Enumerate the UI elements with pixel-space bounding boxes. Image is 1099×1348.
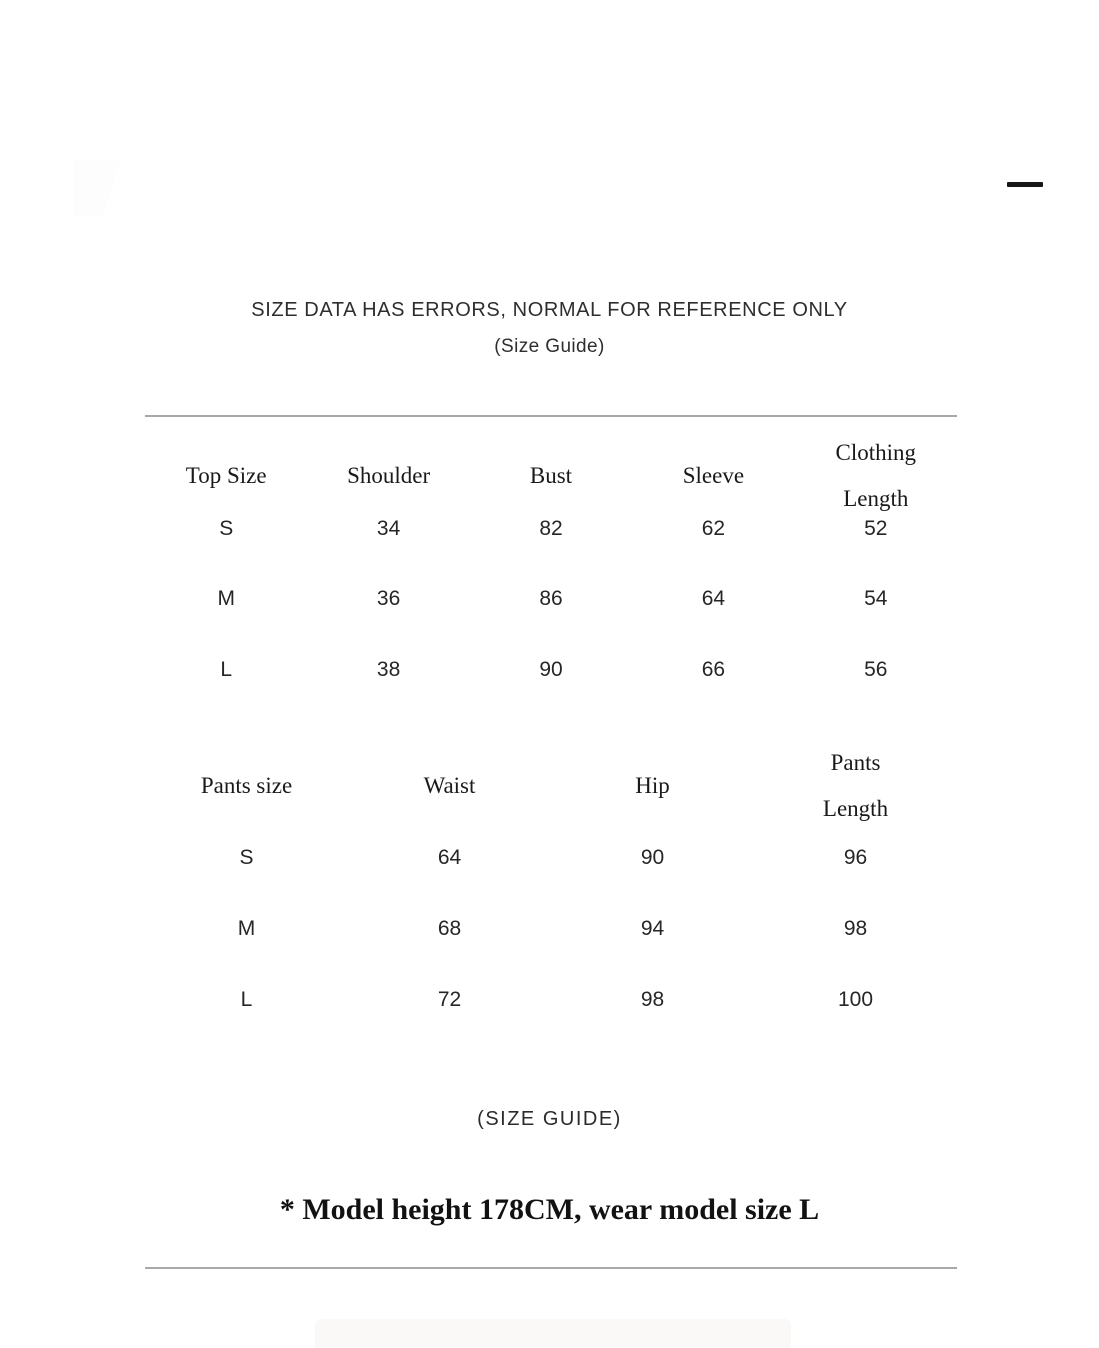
sleeve-cell: 66 — [701, 658, 726, 681]
bust-cell: 90 — [539, 658, 563, 681]
pants-length-cell: 98 — [843, 917, 868, 940]
table-row — [145, 656, 957, 684]
minimize-dash-icon[interactable] — [1007, 182, 1043, 187]
size-cell: M — [217, 587, 235, 610]
pants-column-header — [754, 740, 957, 832]
table-row — [145, 515, 957, 543]
pants-length-cell: 100 — [837, 988, 874, 1011]
pants-column-header — [348, 740, 551, 832]
bust-cell: 82 — [539, 517, 563, 540]
bust-cell: 86 — [539, 587, 563, 610]
clothing-length-cell: 56 — [864, 658, 888, 681]
faint-artifact-shape — [73, 160, 121, 216]
size-cell: L — [220, 658, 233, 681]
tops-col-top-size: Top Size — [185, 463, 267, 488]
disclaimer-text: SIZE DATA HAS ERRORS, NORMAL FOR REFERENCE ONLY — [251, 299, 848, 321]
pants-col-waist: Waist — [423, 773, 476, 798]
shoulder-cell: 34 — [376, 517, 401, 540]
tops-col-clothing-length: Clothing Length — [835, 440, 917, 511]
table-row — [145, 915, 957, 943]
tops-col-sleeve: Sleeve — [682, 463, 745, 488]
divider-line-top — [145, 415, 957, 417]
table-row — [145, 585, 957, 613]
waist-cell: 64 — [437, 846, 462, 869]
size-guide-subtitle: (Size Guide) — [494, 336, 605, 357]
size-cell: S — [219, 517, 234, 540]
waist-cell: 68 — [437, 917, 462, 940]
tops-table-header — [145, 430, 957, 520]
clothing-length-cell: 52 — [864, 517, 888, 540]
tops-column-header — [795, 430, 957, 522]
table-row — [145, 844, 957, 872]
hip-cell: 94 — [640, 917, 665, 940]
pants-col-pants-size: Pants size — [200, 773, 293, 798]
shoulder-cell: 38 — [376, 658, 401, 681]
clothing-length-cell: 54 — [864, 587, 888, 610]
tops-column-header — [145, 430, 307, 522]
pants-length-cell: 96 — [843, 846, 868, 869]
size-cell: M — [237, 917, 256, 940]
table-row — [145, 986, 957, 1014]
hip-cell: 90 — [640, 846, 665, 869]
hip-cell: 98 — [640, 988, 665, 1011]
shoulder-cell: 36 — [376, 587, 401, 610]
size-cell: S — [239, 846, 254, 869]
model-height-note: * Model height 178CM, wear model size L — [279, 1193, 820, 1226]
pants-column-header — [145, 740, 348, 832]
pants-col-pants-length: Pants Length — [822, 750, 889, 821]
divider-line-bottom — [145, 1267, 957, 1269]
tops-column-header — [307, 430, 469, 522]
tops-column-header — [632, 430, 794, 522]
tops-col-bust: Bust — [529, 463, 573, 488]
tops-col-shoulder: Shoulder — [347, 463, 431, 488]
pants-col-hip: Hip — [635, 773, 670, 798]
waist-cell: 72 — [437, 988, 462, 1011]
sleeve-cell: 62 — [701, 517, 726, 540]
size-cell: L — [240, 988, 253, 1011]
tops-column-header — [470, 430, 632, 522]
sleeve-cell: 64 — [701, 587, 726, 610]
pants-table-header — [145, 740, 957, 830]
bottom-faint-bar — [315, 1319, 791, 1348]
size-guide-caption: (SIZE GUIDE) — [477, 1108, 622, 1130]
pants-column-header — [551, 740, 754, 832]
